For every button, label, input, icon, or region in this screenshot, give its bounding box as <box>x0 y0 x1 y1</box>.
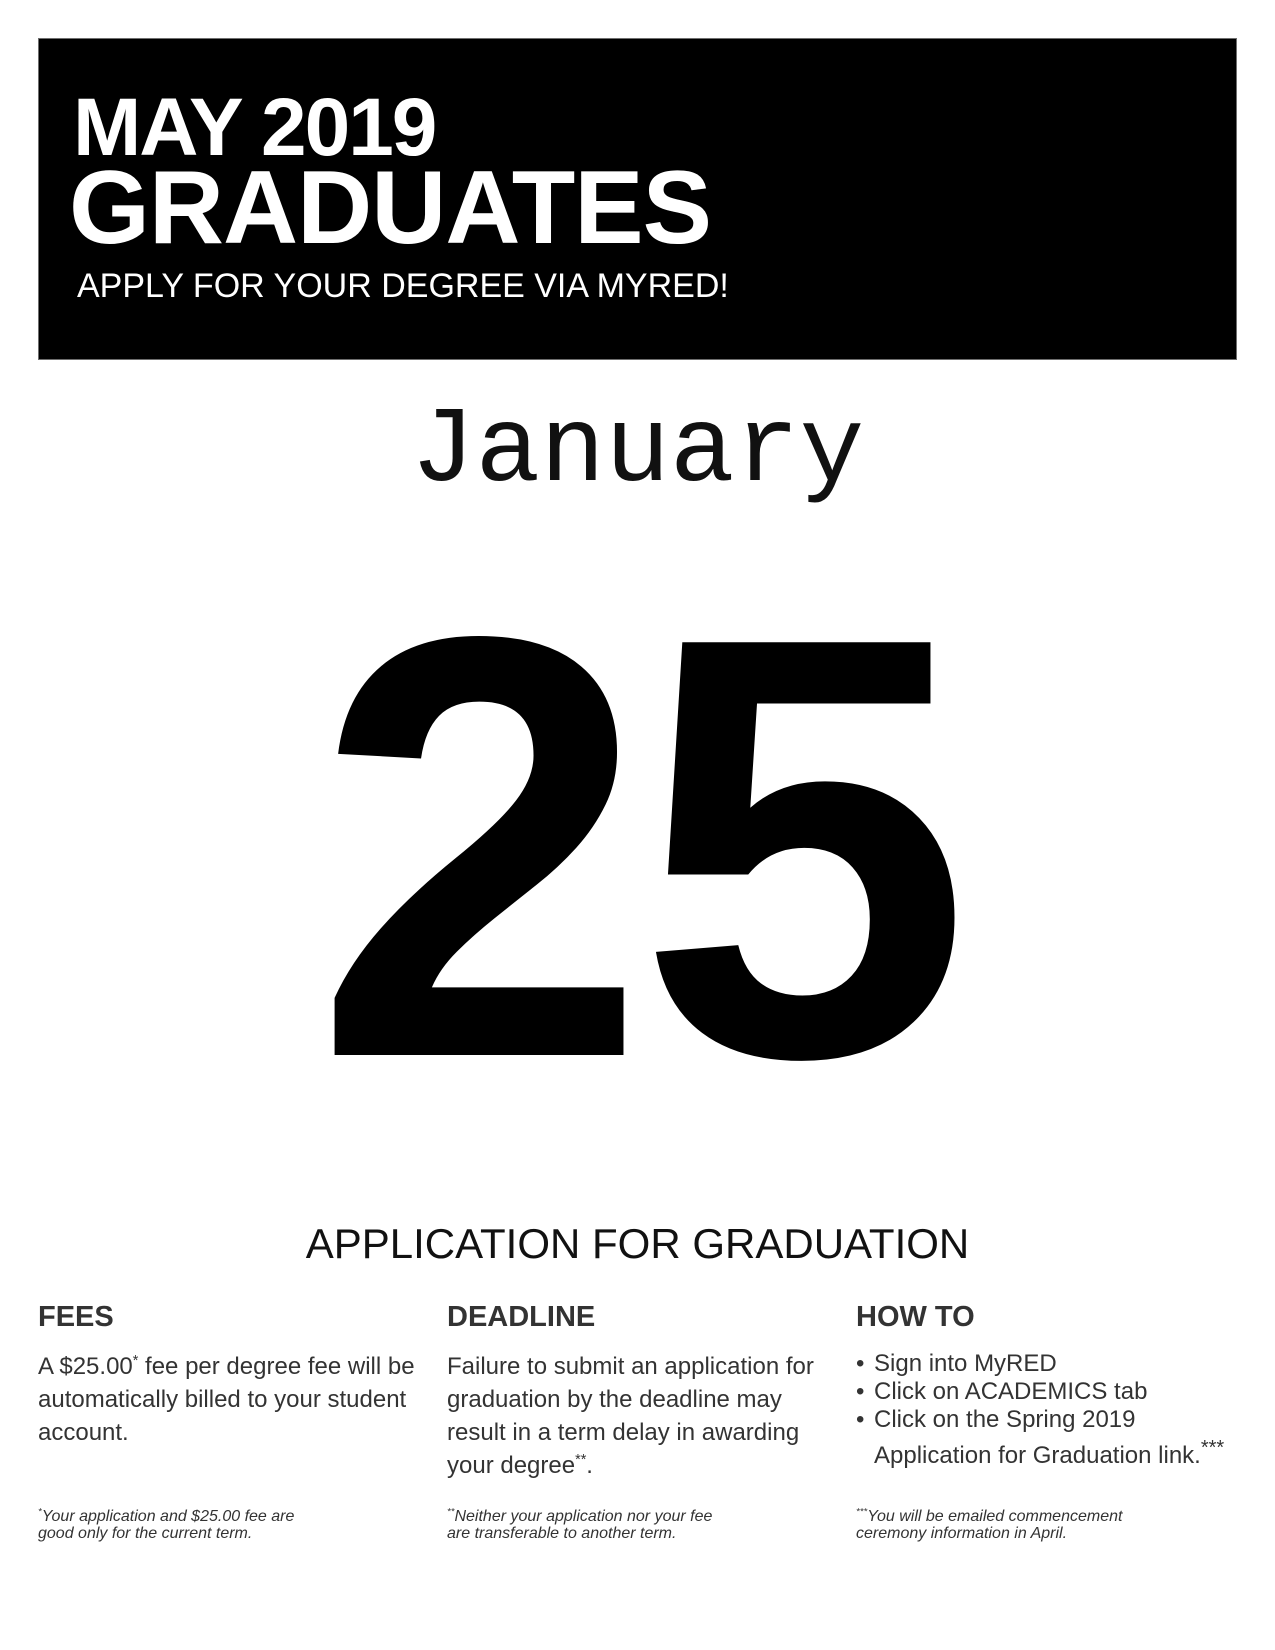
deadline-footnote-text: Neither your application nor your fee are transferable to another term. <box>447 1508 713 1542</box>
fees-footnote-text: Your application and $25.00 fee are good only for the current term. <box>38 1508 295 1542</box>
howto-step-text: Click on ACADEMICS tab <box>874 1378 1148 1405</box>
deadline-text <box>447 1350 837 1482</box>
howto-footnote-mark: *** <box>856 1506 868 1518</box>
deadline-footnote-mark: ** <box>447 1506 455 1518</box>
howto-heading: HOW TO <box>856 1301 975 1333</box>
howto-steps <box>856 1350 1246 1470</box>
banner-year-title: MAY 2019 <box>73 82 436 173</box>
deadline-heading: DEADLINE <box>447 1301 596 1333</box>
howto-step <box>856 1350 1246 1378</box>
fees-text <box>38 1350 428 1449</box>
header-banner <box>38 38 1237 360</box>
bullet-icon: • <box>856 1378 865 1405</box>
fees-footnote-mark: * <box>38 1506 42 1518</box>
howto-footnote-text: You will be emailed commencement ceremony information in April. <box>856 1508 1123 1542</box>
howto-section <box>856 1303 1246 1470</box>
banner-graduates-title: GRADUATES <box>69 150 711 266</box>
application-title: APPLICATION FOR GRADUATION <box>305 1220 970 1267</box>
deadline-text-main: Failure to submit an application for graduation by the deadline may result in a term delay in awarding your degree <box>447 1353 814 1479</box>
howto-step-text: Sign into MyRED <box>874 1350 1057 1377</box>
howto-step <box>856 1378 1246 1406</box>
howto-mark: *** <box>1200 1437 1225 1459</box>
deadline-section <box>447 1303 837 1482</box>
howto-footnote <box>856 1508 1176 1542</box>
deadline-text-end: . <box>586 1452 593 1479</box>
banner-subtitle: APPLY FOR YOUR DEGREE VIA MYRED! <box>77 267 729 305</box>
fees-footnote <box>38 1508 308 1542</box>
fees-text-rest: fee per degree fee will be automatically billed to your student account. <box>38 1353 415 1446</box>
howto-step-text: Click on the Spring 2019 Application for Graduation link. <box>874 1406 1201 1469</box>
deadline-day: 25 <box>313 513 962 1183</box>
bullet-icon: • <box>856 1350 865 1377</box>
fees-text-amount: A $25.00 <box>38 1353 133 1380</box>
deadline-footnote <box>447 1508 717 1542</box>
fees-mark: * <box>132 1353 139 1369</box>
deadline-month: January <box>410 391 865 513</box>
fees-section <box>38 1303 428 1449</box>
fees-heading: FEES <box>38 1301 114 1333</box>
deadline-mark: ** <box>575 1452 587 1468</box>
bullet-icon: • <box>856 1406 865 1433</box>
howto-step <box>856 1406 1246 1470</box>
